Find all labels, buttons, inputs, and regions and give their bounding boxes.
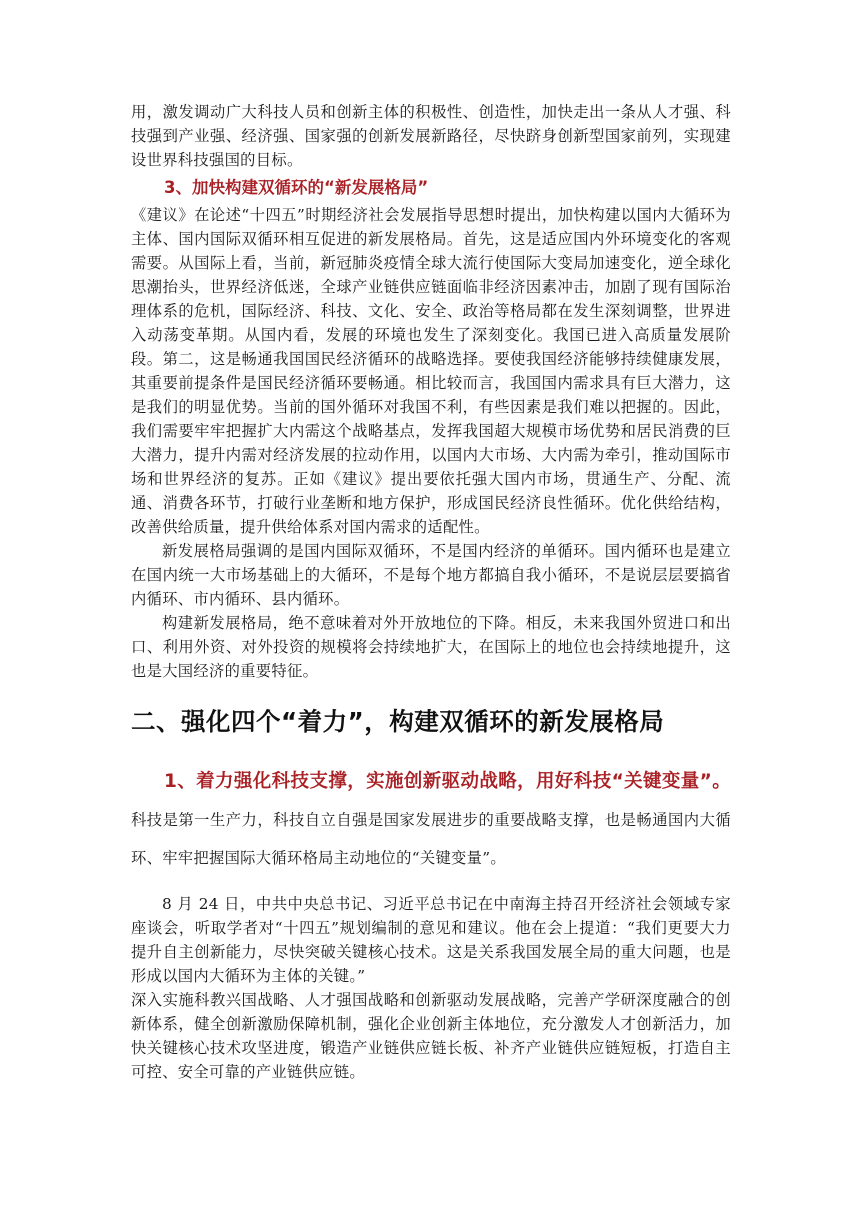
heading-section-1: 1、着力强化科技支撑，实施创新驱动战略，用好科技“关键变量”。 — [164, 771, 731, 792]
heading-part-2: 二、强化四个“着力”，构建双循环的新发展格局 — [131, 707, 665, 736]
paragraph-1a: 8 月 24 日，中共中央总书记、习近平总书记在中南海主持召开经济社会领域专家座谈会，听取学者对“十四五”规划编制的意见和建议。他在会上提道：“我们更要大力提升自主创新能力，尽快突破关键核心技术。这是关系我国发展全局的重大问题，也是形成以国内大循环为主体的关键。” — [131, 895, 731, 986]
paragraph-3b: 新发展格局强调的是国内国际双循环，不是国内经济的单循环。国内循环也是建立在国内统一大市场基础上的大循环，不是每个地方都搞自我小循环，不是说层层要搞省内循环、市内循环、县内循环。 — [131, 542, 731, 608]
paragraph-1b: 深入实施科教兴国战略、人才强国战略和创新驱动发展战略，完善产学研深度融合的创新体系，健全创新激励保障机制，强化企业创新主体地位，充分激发人才创新活力，加快关键核心技术攻坚进度，锻造产业链供应链长板、补齐产业链供应链短板，打造自主可控、安全可靠的产业链供应链。 — [131, 991, 731, 1082]
section-1-block — [131, 763, 731, 877]
paragraph-3c: 构建新发展格局，绝不意味着对外开放地位的下降。相反，未来我国外贸进口和出口、利用外资、对外投资的规模将会持续地扩大，在国际上的地位也会持续地提升，这也是大国经济的重要特征。 — [131, 614, 731, 680]
paragraph-top: 用，激发调动广大科技人员和创新主体的积极性、创造性，加快走出一条从人才强、科技强到产业强、经济强、国家强的创新发展新路径，尽快跻身创新型国家前列，实现建设世界科技强国的目标。 — [131, 103, 731, 169]
heading-section-3: 3、加快构建双循环的“新发展格局” — [164, 178, 429, 197]
document-page — [131, 100, 731, 1084]
paragraph-3a: 《建议》在论述“十四五”时期经济社会发展指导思想时提出，加快构建以国内大循环为主体、国内国际双循环相互促进的新发展格局。首先，这是适应国内外环境变化的客观需要。从国际上看，当前，新冠肺炎疫情全球大流行使国际大变局加速变化，逆全球化思潮抬头，世界经济低迷，全球产业链供应链面临非经济因素冲击，加剧了现有国际治理体系的危机，国际经济、科技、文化、安全、政治等格局都在发生深刻调整，世界进入动荡变革期。从国内看，发展的环境也发生了深刻变化。我国已进入高质量发展阶段。第二，这是畅通我国国民经济循环的战略选择。要使我国经济能够持续健康发展，其重要前提条件是国民经济循环要畅通。相比较而言，我国国内需求具有巨大潜力，这是我们的明显优势。当前的国外循环对我国不利，有些因素是我们难以把握的。因此，我们需要牢牢把握扩大内需这个战略基点，发挥我国超大规模市场优势和居民消费的巨大潜力，提升内需对经济发展的拉动作用，以国内大市场、大内需为牵引，推动国际市场和世界经济的复苏。正如《建议》提出要依托强大国内市场，贯通生产、分配、流通、消费各环节，打破行业垄断和地方保护，形成国民经济良性循环。优化供给结构，改善供给质量，提升供给体系对国内需求的适配性。 — [131, 206, 731, 536]
section-1-lead-text: 科技是第一生产力，科技自立自强是国家发展进步的重要战略支撑，也是畅通国内大循环、牢牢把握国际大循环格局主动地位的“关键变量”。 — [131, 811, 731, 867]
